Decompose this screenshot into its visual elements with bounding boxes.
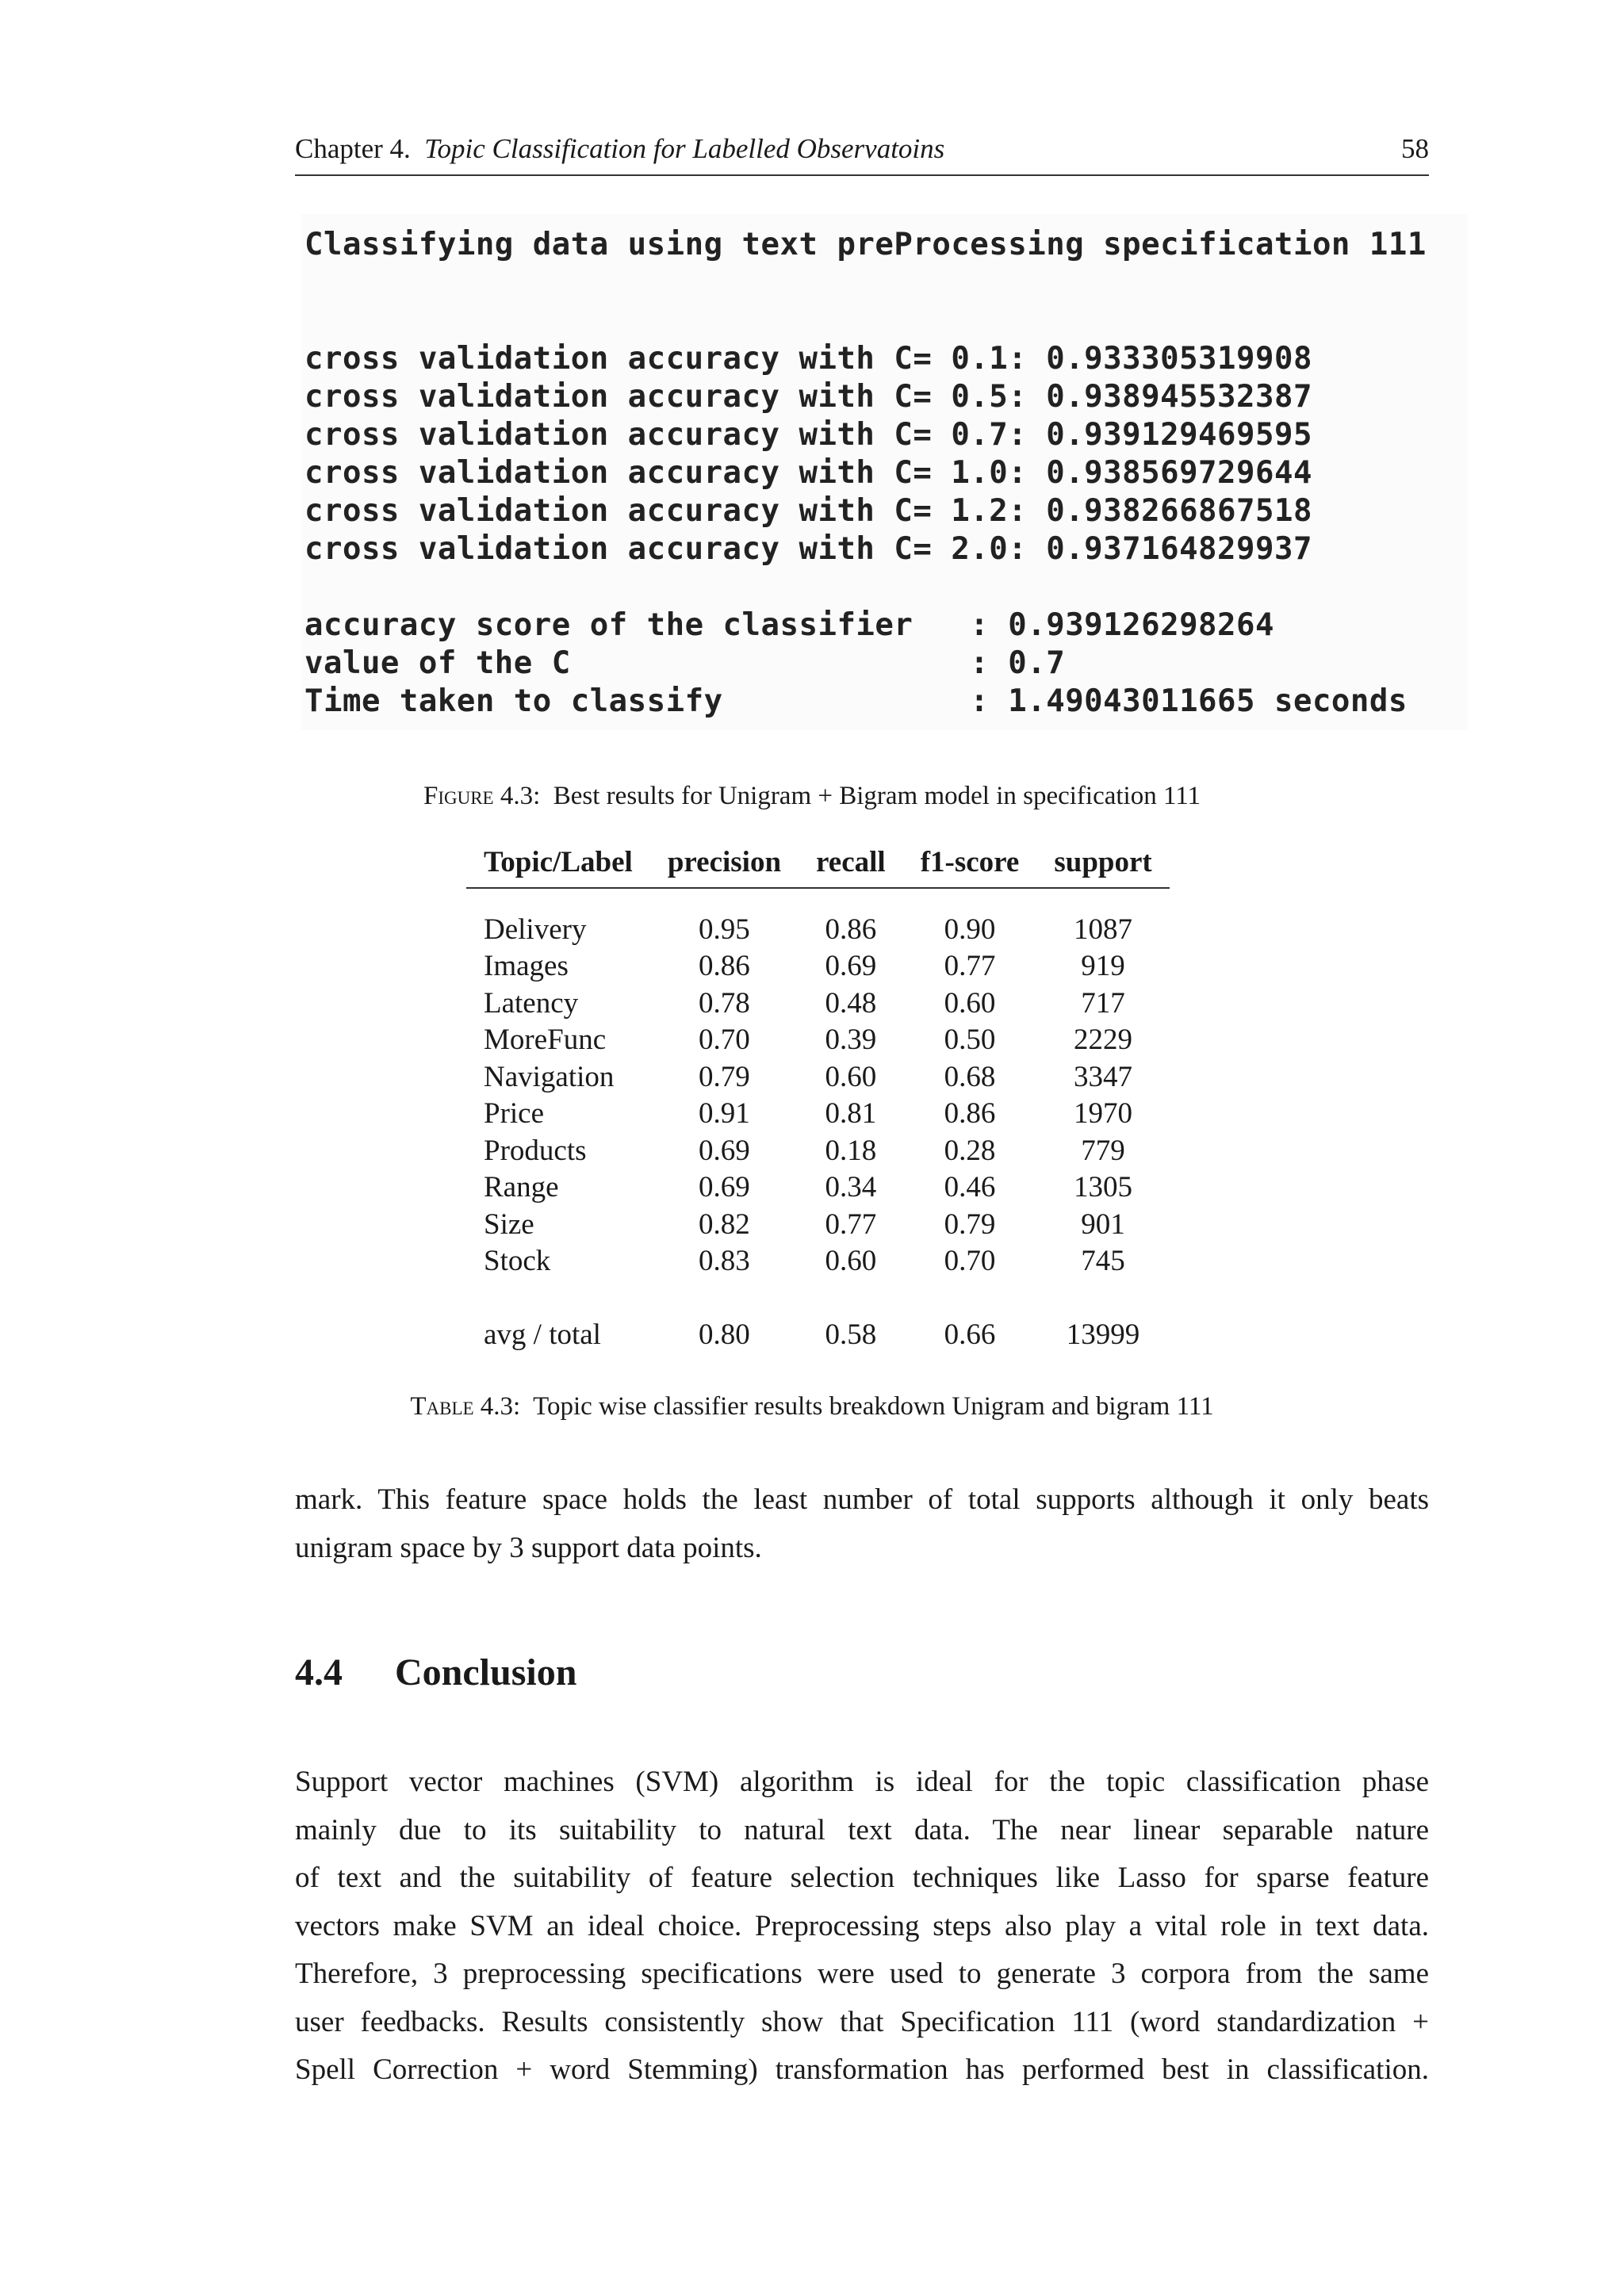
paragraph-line: mainly due to its suitability to natural text data. The near linear separable nature [295, 1813, 1429, 1846]
cell-support: 2229 [1074, 1024, 1133, 1057]
cell-recall: 0.77 [825, 1207, 877, 1241]
cell-f1: 0.50 [944, 1024, 996, 1057]
cell-f1: 0.60 [944, 986, 996, 1020]
chapter-prefix: Chapter 4. [295, 133, 411, 164]
cell-f1: 0.68 [944, 1060, 996, 1093]
running-header [295, 130, 1429, 176]
cell-label: Stock [484, 1245, 551, 1278]
cell-support: 779 [1081, 1134, 1125, 1167]
cell-precision: 0.82 [699, 1207, 750, 1241]
figure-caption-label: Figure 4.3: [423, 782, 541, 810]
cell-precision: 0.95 [699, 913, 750, 946]
cell-label: avg / total [484, 1318, 601, 1351]
paragraph-line: Therefore, 3 preprocessing specifications were used to generate 3 corpora from the same [295, 1957, 1429, 1990]
cell-label: Latency [484, 986, 579, 1020]
cell-f1: 0.90 [944, 913, 996, 946]
cell-label: Products [484, 1134, 587, 1167]
cell-precision: 0.91 [699, 1097, 750, 1131]
cell-recall: 0.18 [825, 1134, 877, 1167]
table-row [466, 1243, 1170, 1280]
cell-label: Price [484, 1097, 545, 1131]
figure-caption-text: Best results for Unigram + Bigram model in specification 111 [553, 782, 1201, 810]
table-row [466, 1022, 1170, 1059]
cv-line: cross validation accuracy with C= 1.2: 0.938266867518 [304, 493, 1312, 529]
results-table [466, 840, 1170, 1353]
summary-line: accuracy score of the classifier : 0.939126298264 [304, 607, 1274, 643]
table-row [466, 985, 1170, 1022]
cell-precision: 0.69 [699, 1171, 750, 1204]
cell-recall: 0.58 [825, 1318, 877, 1351]
console-title-line: Classifying data using text preProcessing specification 111 [304, 227, 1427, 262]
cell-label: MoreFunc [484, 1024, 607, 1057]
cell-f1: 0.86 [944, 1097, 996, 1131]
summary-line: Time taken to classify : 1.49043011665 seconds [304, 683, 1408, 719]
table-caption [0, 1392, 1624, 1422]
table-row [466, 1206, 1170, 1243]
section-heading [295, 1651, 576, 1694]
cell-recall: 0.48 [825, 986, 877, 1020]
cv-line: cross validation accuracy with C= 1.0: 0.938569729644 [304, 455, 1312, 491]
cell-label: Navigation [484, 1060, 615, 1093]
table-row [466, 1132, 1170, 1169]
table-caption-label: Table 4.3: [410, 1392, 521, 1421]
cell-f1: 0.70 [944, 1245, 996, 1278]
cell-support: 901 [1081, 1207, 1125, 1241]
cell-recall: 0.34 [825, 1171, 877, 1204]
cell-f1: 0.77 [944, 950, 996, 983]
section-title: Conclusion [395, 1651, 577, 1693]
cell-f1: 0.66 [944, 1318, 996, 1351]
figure-caption [0, 782, 1624, 811]
page-number: 58 [1401, 133, 1429, 164]
paragraph-line: of text and the suitability of feature selection techniques like Lasso for sparse feature [295, 1862, 1429, 1894]
header-precision: precision [650, 840, 799, 888]
cell-precision: 0.79 [699, 1060, 750, 1093]
paragraph-continuation [295, 1476, 1429, 1572]
header-recall: recall [799, 840, 903, 888]
header-support: support [1036, 840, 1169, 888]
chapter-title: Topic Classification for Labelled Observatoins [424, 133, 945, 164]
table-row [466, 1169, 1170, 1207]
console-output-figure [301, 214, 1467, 729]
paragraph-line: Spell Correction + word Stemming) transformation has performed best in classification. [295, 2053, 1429, 2086]
cell-f1: 0.46 [944, 1171, 996, 1204]
cell-support: 13999 [1066, 1318, 1140, 1351]
cell-support: 1305 [1074, 1171, 1133, 1204]
table-header-row [466, 840, 1170, 888]
cell-f1: 0.79 [944, 1207, 996, 1241]
cell-label: Delivery [484, 913, 587, 946]
summary-line: value of the C : 0.7 [304, 645, 1066, 681]
cell-recall: 0.86 [825, 913, 877, 946]
conclusion-paragraph [295, 1758, 1429, 2095]
cell-support: 717 [1081, 986, 1125, 1020]
cell-recall: 0.60 [825, 1245, 877, 1278]
cell-precision: 0.70 [699, 1024, 750, 1057]
header-topic-label: Topic/Label [466, 840, 650, 888]
header-f1-score: f1-score [903, 840, 1037, 888]
paragraph-line: unigram space by 3 support data points. [295, 1531, 762, 1564]
table-row [466, 948, 1170, 985]
cell-precision: 0.86 [699, 950, 750, 983]
table-row [466, 1058, 1170, 1096]
table-row [466, 1096, 1170, 1133]
section-number: 4.4 [295, 1651, 343, 1693]
cell-precision: 0.69 [699, 1134, 750, 1167]
paragraph-line: vectors make SVM an ideal choice. Preprocessing steps also play a vital role in text data. [295, 1909, 1429, 1942]
cell-support: 1970 [1074, 1097, 1133, 1131]
cell-recall: 0.81 [825, 1097, 877, 1131]
cv-line: cross validation accuracy with C= 0.7: 0.939129469595 [304, 417, 1312, 453]
chapter-heading [295, 133, 944, 165]
cell-recall: 0.60 [825, 1060, 877, 1093]
cv-line: cross validation accuracy with C= 0.5: 0.938945532387 [304, 379, 1312, 415]
cell-precision: 0.83 [699, 1245, 750, 1278]
cell-support: 919 [1081, 950, 1125, 983]
cell-recall: 0.69 [825, 950, 877, 983]
cell-precision: 0.80 [699, 1318, 750, 1351]
paragraph-line: user feedbacks. Results consistently show that Specification 111 (word standardization + [295, 2005, 1429, 2038]
cell-label: Images [484, 950, 569, 983]
cell-support: 745 [1081, 1245, 1125, 1278]
cv-line: cross validation accuracy with C= 0.1: 0.933305319908 [304, 341, 1312, 377]
table-total-row [466, 1316, 1170, 1353]
paragraph-line: Support vector machines (SVM) algorithm is ideal for the topic classification phase [295, 1766, 1429, 1798]
cell-support: 3347 [1074, 1060, 1133, 1093]
cell-label: Size [484, 1207, 534, 1241]
cell-label: Range [484, 1171, 559, 1204]
table-row [466, 911, 1170, 948]
cv-line: cross validation accuracy with C= 2.0: 0.937164829937 [304, 531, 1312, 567]
paragraph-line: mark. This feature space holds the least number of total supports although it only beats [295, 1483, 1429, 1516]
cell-f1: 0.28 [944, 1134, 996, 1167]
cell-precision: 0.78 [699, 986, 750, 1020]
cell-support: 1087 [1074, 913, 1133, 946]
cell-recall: 0.39 [825, 1024, 877, 1057]
table-caption-text: Topic wise classifier results breakdown Unigram and bigram 111 [533, 1392, 1214, 1421]
